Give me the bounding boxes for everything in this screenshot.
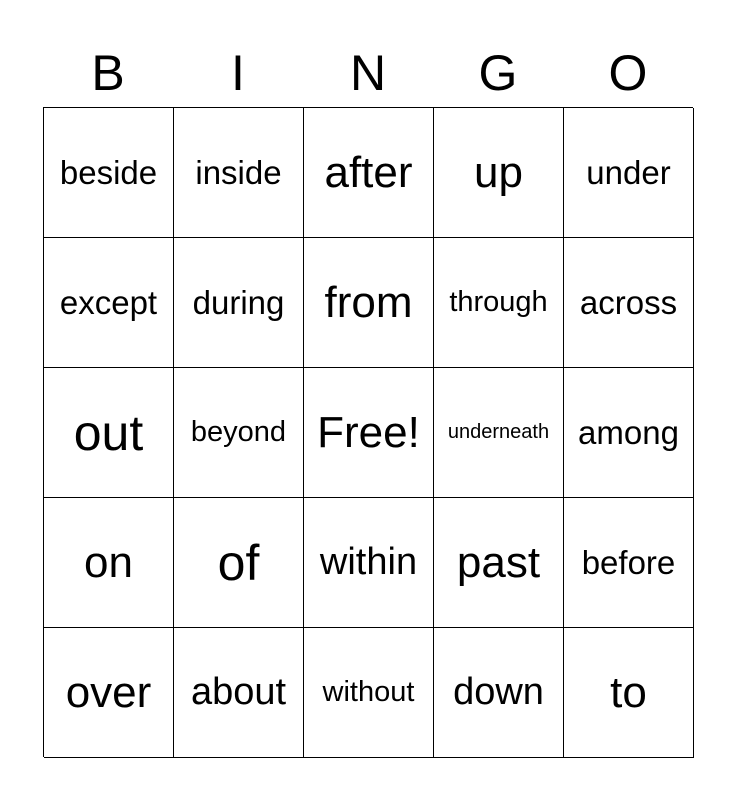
bingo-board [43,107,693,757]
bingo-cell[interactable]: inside [174,108,304,238]
bingo-cell[interactable]: within [304,498,434,628]
bingo-header [43,40,693,106]
header-letter-i: I [231,45,245,101]
bingo-cell[interactable]: through [434,238,564,368]
free-space-cell[interactable]: Free! [304,368,434,498]
bingo-cell[interactable]: to [564,628,694,758]
bingo-cell[interactable]: of [174,498,304,628]
header-letter-g: G [478,45,518,101]
bingo-cell[interactable]: beside [44,108,174,238]
bingo-cell[interactable]: past [434,498,564,628]
header-letter-n: N [349,45,387,101]
bingo-cell[interactable]: among [564,368,694,498]
bingo-cell[interactable]: across [564,238,694,368]
bingo-cell[interactable]: during [174,238,304,368]
bingo-cell[interactable]: before [564,498,694,628]
bingo-cell[interactable]: beyond [174,368,304,498]
bingo-cell[interactable]: on [44,498,174,628]
bingo-cell[interactable]: underneath [434,368,564,498]
bingo-cell[interactable]: out [44,368,174,498]
bingo-cell[interactable]: under [564,108,694,238]
bingo-cell[interactable]: up [434,108,564,238]
header-letter-o: O [608,45,648,101]
bingo-cell[interactable]: about [174,628,304,758]
bingo-cell[interactable]: after [304,108,434,238]
bingo-cell[interactable]: over [44,628,174,758]
bingo-cell[interactable]: without [304,628,434,758]
header-letter-b: B [91,45,125,101]
bingo-cell[interactable]: except [44,238,174,368]
bingo-cell[interactable]: down [434,628,564,758]
bingo-cell[interactable]: from [304,238,434,368]
